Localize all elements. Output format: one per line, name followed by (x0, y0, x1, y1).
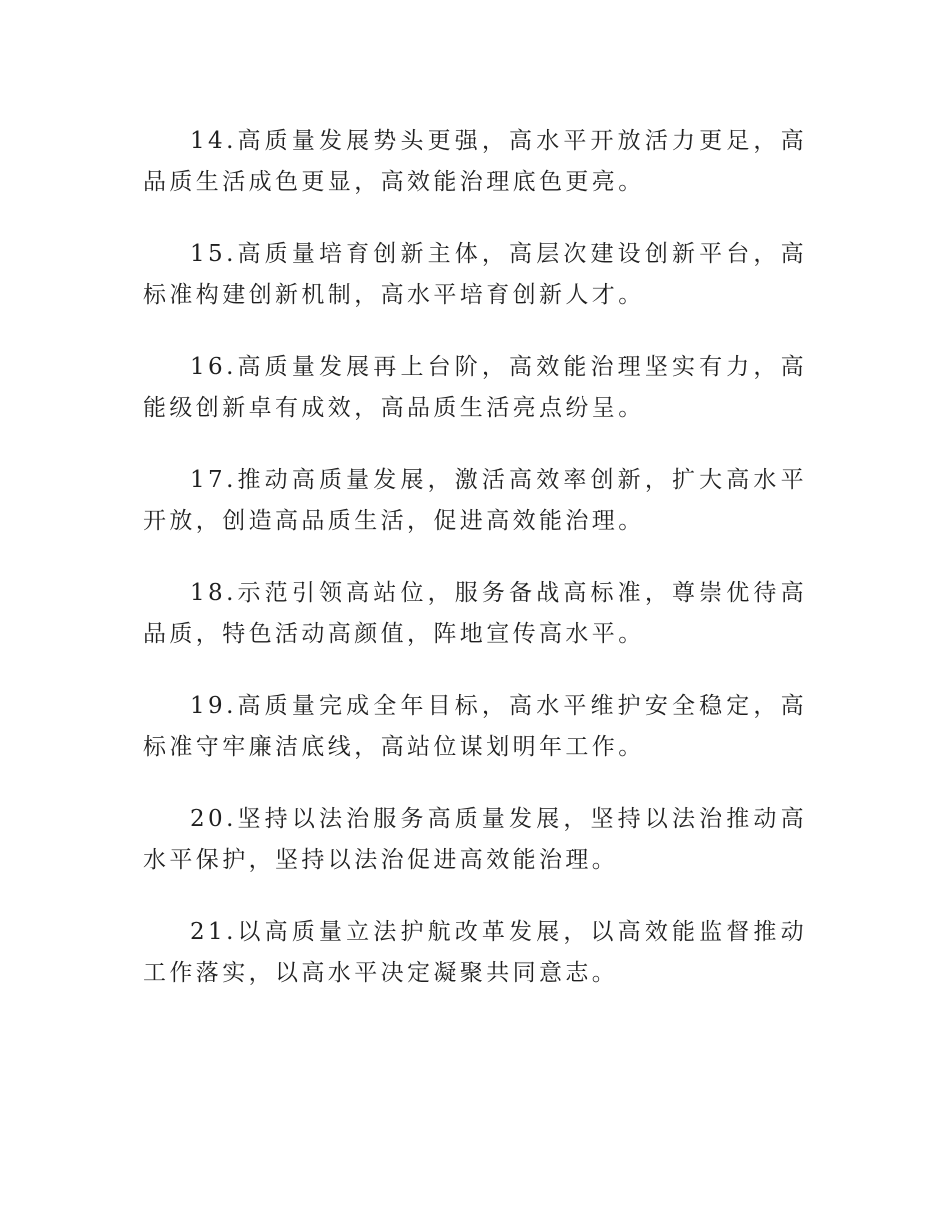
paragraph-14: 14.高质量发展势头更强，高水平开放活力更足，高品质生活成色更显，高效能治理底色更亮。 (143, 128, 807, 195)
paragraph-16: 16.高质量发展再上台阶，高效能治理坚实有力，高能级创新卓有成效，高品质生活亮点纷呈。 (143, 354, 807, 421)
paragraph-17: 17.推动高质量发展，激活高效率创新，扩大高水平开放，创造高品质生活，促进高效能治理。 (143, 467, 807, 534)
paragraph-20: 20.坚持以法治服务高质量发展，坚持以法治推动高水平保护，坚持以法治促进高效能治理。 (143, 806, 807, 873)
document-body (143, 121, 807, 1025)
paragraph-19: 19.高质量完成全年目标，高水平维护安全稳定，高标准守牢廉洁底线，高站位谋划明年工作。 (143, 693, 807, 760)
paragraph-18: 18.示范引领高站位，服务备战高标准，尊崇优待高品质，特色活动高颜值，阵地宣传高水平。 (143, 580, 807, 647)
paragraph-21: 21.以高质量立法护航改革发展，以高效能监督推动工作落实，以高水平决定凝聚共同意志。 (143, 919, 807, 986)
paragraph-15: 15.高质量培育创新主体，高层次建设创新平台，高标准构建创新机制，高水平培育创新人才。 (143, 241, 807, 308)
